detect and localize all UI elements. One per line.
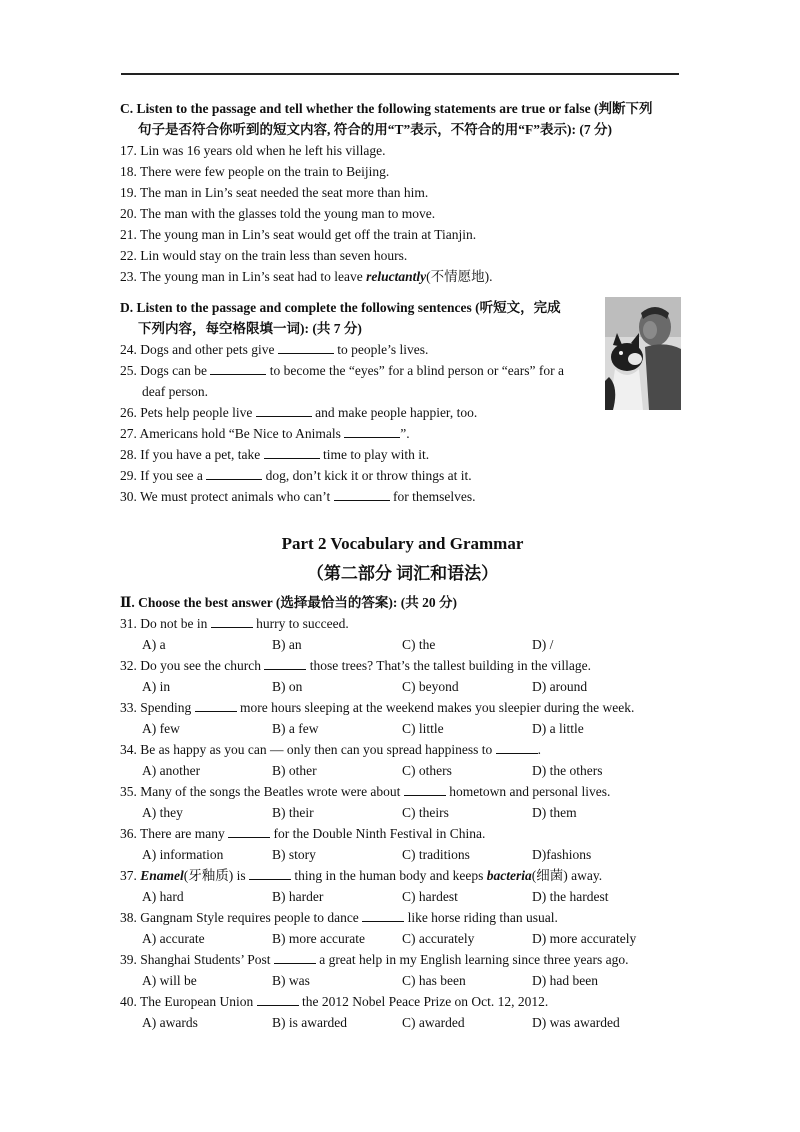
question-36-post: for the Double Ninth Festival in China. (270, 826, 486, 841)
option-c[interactable]: C) awarded (402, 1015, 465, 1030)
question-39-post: a great help in my English learning since three years ago. (315, 952, 629, 967)
option-c[interactable]: C) others (402, 763, 452, 778)
question-32-post: those trees? That’s the tallest building in the village. (306, 658, 592, 673)
section-ii-heading: Ⅱ. Choose the best answer (选择最恰当的答案): (共 20 分) (120, 595, 457, 610)
question-36 (120, 823, 685, 865)
sentence-27-post: ”. (400, 426, 410, 441)
section-c-heading (120, 98, 685, 140)
question-35-stem (120, 781, 685, 802)
question-31-post: hurry to succeed. (252, 616, 349, 631)
section-c (120, 98, 685, 287)
question-39 (120, 949, 685, 991)
question-33-options (120, 718, 685, 739)
sentence-26 (120, 402, 685, 423)
sentence-25-post: to become the “eyes” for a blind person or “ears” for a (266, 363, 564, 378)
section-d (120, 297, 685, 507)
answer-blank-35[interactable] (404, 783, 446, 796)
answer-blank-40[interactable] (257, 993, 299, 1006)
answer-blank-26[interactable] (256, 404, 312, 417)
option-a[interactable]: A) will be (142, 973, 197, 988)
question-32-pre: 32. Do you see the church (120, 658, 265, 673)
statement-23-text: 23. The young man in Lin’s seat had to leave (120, 269, 367, 284)
question-32 (120, 655, 685, 697)
sentence-30-pre: 30. We must protect animals who can’t (120, 489, 334, 504)
option-b[interactable]: B) is awarded (272, 1015, 347, 1030)
question-35-post: hometown and personal lives. (445, 784, 611, 799)
statement-22: 22. Lin would stay on the train less than seven hours. (120, 248, 408, 263)
question-38-options (120, 928, 685, 949)
question-33-stem (120, 697, 685, 718)
question-31-options (120, 634, 685, 655)
question-38-pre: 38. Gangnam Style requires people to dance (120, 910, 363, 925)
option-d[interactable]: D) the hardest (532, 889, 609, 904)
statement-23-emphasis: reluctantly (366, 269, 427, 284)
section-d-heading-line1: D. Listen to the passage and complete the following sentences (听短文，完成 (120, 300, 561, 315)
question-37 (120, 865, 685, 907)
answer-blank-29[interactable] (206, 467, 262, 480)
option-d[interactable]: D) was awarded (532, 1015, 620, 1030)
section-c-heading-line2: 句子是否符合你听到的短文内容, 符合的用“T”表示，不符合的用“F”表示): (7 分) (138, 122, 612, 137)
option-b[interactable]: B) their (272, 805, 314, 820)
option-b[interactable]: B) on (272, 679, 303, 694)
statement-23-gloss: (不情愿地). (426, 269, 493, 284)
question-34-post: . (537, 742, 542, 757)
question-35-options (120, 802, 685, 823)
option-b[interactable]: B) a few (272, 721, 319, 736)
option-c[interactable]: C) the (402, 637, 436, 652)
option-c[interactable]: C) theirs (402, 805, 449, 820)
question-39-stem (120, 949, 685, 970)
sentence-25-continued: deaf person. (142, 384, 208, 399)
statement-18: 18. There were few people on the train to Beijing. (120, 164, 390, 179)
sentence-26-post: and make people happier, too. (311, 405, 478, 420)
question-31-pre: 31. Do not be in (120, 616, 211, 631)
option-a[interactable]: A) a (142, 637, 166, 652)
option-b[interactable]: B) story (272, 847, 316, 862)
option-a[interactable]: A) awards (142, 1015, 198, 1030)
question-34-options (120, 760, 685, 781)
question-40-stem (120, 991, 685, 1012)
section-d-heading (120, 297, 685, 339)
option-d[interactable]: D)fashions (532, 847, 592, 862)
answer-blank-34[interactable] (496, 741, 538, 754)
option-d[interactable]: D) / (532, 637, 554, 652)
sentence-29-pre: 29. If you see a (120, 468, 207, 483)
statement-21: 21. The young man in Lin’s seat would get off the train at Tianjin. (120, 227, 477, 242)
option-a[interactable]: A) information (142, 847, 224, 862)
question-36-pre: 36. There are many (120, 826, 229, 841)
question-38-post: like horse riding than usual. (404, 910, 558, 925)
exam-page (120, 98, 685, 1033)
question-34 (120, 739, 685, 781)
answer-blank-32[interactable] (264, 657, 306, 670)
answer-blank-24[interactable] (278, 341, 334, 354)
question-39-options (120, 970, 685, 991)
option-c[interactable]: C) beyond (402, 679, 459, 694)
sentence-27-pre: 27. Americans hold “Be Nice to Animals (120, 426, 345, 441)
sentence-29-post: dog, don’t kick it or throw things at it. (262, 468, 472, 483)
question-37-gloss-2: (细菌) away. (531, 868, 603, 883)
option-d[interactable]: D) the others (532, 763, 603, 778)
question-38 (120, 907, 685, 949)
answer-blank-38[interactable] (362, 909, 404, 922)
question-37-number: 37. (120, 868, 141, 883)
option-c[interactable]: C) has been (402, 973, 466, 988)
option-a[interactable]: A) hard (142, 889, 184, 904)
answer-blank-39[interactable] (274, 951, 316, 964)
answer-blank-36[interactable] (228, 825, 270, 838)
sentence-30-post: for themselves. (389, 489, 476, 504)
answer-blank-37[interactable] (249, 867, 291, 880)
question-40-post: the 2012 Nobel Peace Prize on Oct. 12, 2012. (298, 994, 549, 1009)
option-a[interactable]: A) another (142, 763, 201, 778)
sentence-29 (120, 465, 685, 486)
option-b[interactable]: B) an (272, 637, 302, 652)
section-c-heading-line1: C. Listen to the passage and tell whether the following statements are true or false (判断下列 (120, 101, 653, 116)
question-38-stem (120, 907, 685, 928)
question-37-stem (120, 865, 685, 886)
part-2-subtitle: （第二部分 词汇和语法） (306, 564, 499, 583)
question-37-emphasis-enamel: Enamel (140, 868, 184, 883)
answer-blank-33[interactable] (195, 699, 237, 712)
statement-17: 17. Lin was 16 years old when he left his village. (120, 143, 386, 158)
question-39-pre: 39. Shanghai Students’ Post (120, 952, 274, 967)
answer-blank-27[interactable] (344, 425, 400, 438)
man-kissing-dog-photo (605, 297, 681, 410)
question-36-options (120, 844, 685, 865)
sentence-28-post: time to play with it. (319, 447, 430, 462)
option-d[interactable]: D) a little (532, 721, 584, 736)
question-37-emphasis-bacteria: bacteria (486, 868, 532, 883)
question-37-mid: thing in the human body and keeps (291, 868, 487, 883)
option-a[interactable]: A) accurate (142, 931, 205, 946)
sentence-26-pre: 26. Pets help people live (120, 405, 256, 420)
option-a[interactable]: A) few (142, 721, 180, 736)
sentence-28-pre: 28. If you have a pet, take (120, 447, 264, 462)
top-rule (121, 73, 679, 75)
answer-blank-30[interactable] (334, 488, 390, 501)
option-b[interactable]: B) harder (272, 889, 324, 904)
option-b[interactable]: B) more accurate (272, 931, 365, 946)
question-32-options (120, 676, 685, 697)
question-34-stem (120, 739, 685, 760)
option-b[interactable]: B) was (272, 973, 310, 988)
question-31-stem (120, 613, 685, 634)
answer-blank-25[interactable] (210, 362, 266, 375)
sentence-30 (120, 486, 685, 507)
question-33-post: more hours sleeping at the weekend makes you sleepier during the week. (236, 700, 635, 715)
option-a[interactable]: A) they (142, 805, 183, 820)
sentence-27 (120, 423, 685, 444)
answer-blank-31[interactable] (211, 615, 253, 628)
question-37-options (120, 886, 685, 907)
question-34-pre: 34. Be as happy as you can — only then can you spread happiness to (120, 742, 496, 757)
statement-23 (120, 266, 685, 287)
question-31 (120, 613, 685, 655)
answer-blank-28[interactable] (264, 446, 320, 459)
sentence-28 (120, 444, 685, 465)
option-c[interactable]: C) hardest (402, 889, 458, 904)
question-35 (120, 781, 685, 823)
statement-19: 19. The man in Lin’s seat needed the seat more than him. (120, 185, 429, 200)
option-d[interactable]: D) had been (532, 973, 598, 988)
statement-20: 20. The man with the glasses told the young man to move. (120, 206, 436, 221)
sentence-24 (120, 339, 685, 360)
option-a[interactable]: A) in (142, 679, 171, 694)
question-40 (120, 991, 685, 1033)
option-d[interactable]: D) around (532, 679, 588, 694)
question-33 (120, 697, 685, 739)
option-d[interactable]: D) more accurately (532, 931, 637, 946)
section-ii (120, 592, 685, 1033)
option-c[interactable]: C) little (402, 721, 444, 736)
option-c[interactable]: C) accurately (402, 931, 475, 946)
part-2-title: Part 2 Vocabulary and Grammar (281, 534, 524, 553)
question-33-pre: 33. Spending (120, 700, 195, 715)
question-36-stem (120, 823, 685, 844)
option-c[interactable]: C) traditions (402, 847, 470, 862)
sentence-25 (120, 360, 685, 381)
question-37-gloss-1: (牙釉质) is (183, 868, 250, 883)
question-40-pre: 40. The European Union (120, 994, 257, 1009)
option-b[interactable]: B) other (272, 763, 317, 778)
question-40-options (120, 1012, 685, 1033)
question-32-stem (120, 655, 685, 676)
section-d-heading-line2: 下列内容，每空格限填一词): (共 7 分) (138, 321, 362, 336)
man-kissing-dog-image (605, 297, 681, 410)
sentence-24-post: to people’s lives. (333, 342, 429, 357)
sentence-24-pre: 24. Dogs and other pets give (120, 342, 278, 357)
option-d[interactable]: D) them (532, 805, 577, 820)
sentence-25-pre: 25. Dogs can be (120, 363, 211, 378)
question-35-pre: 35. Many of the songs the Beatles wrote were about (120, 784, 404, 799)
